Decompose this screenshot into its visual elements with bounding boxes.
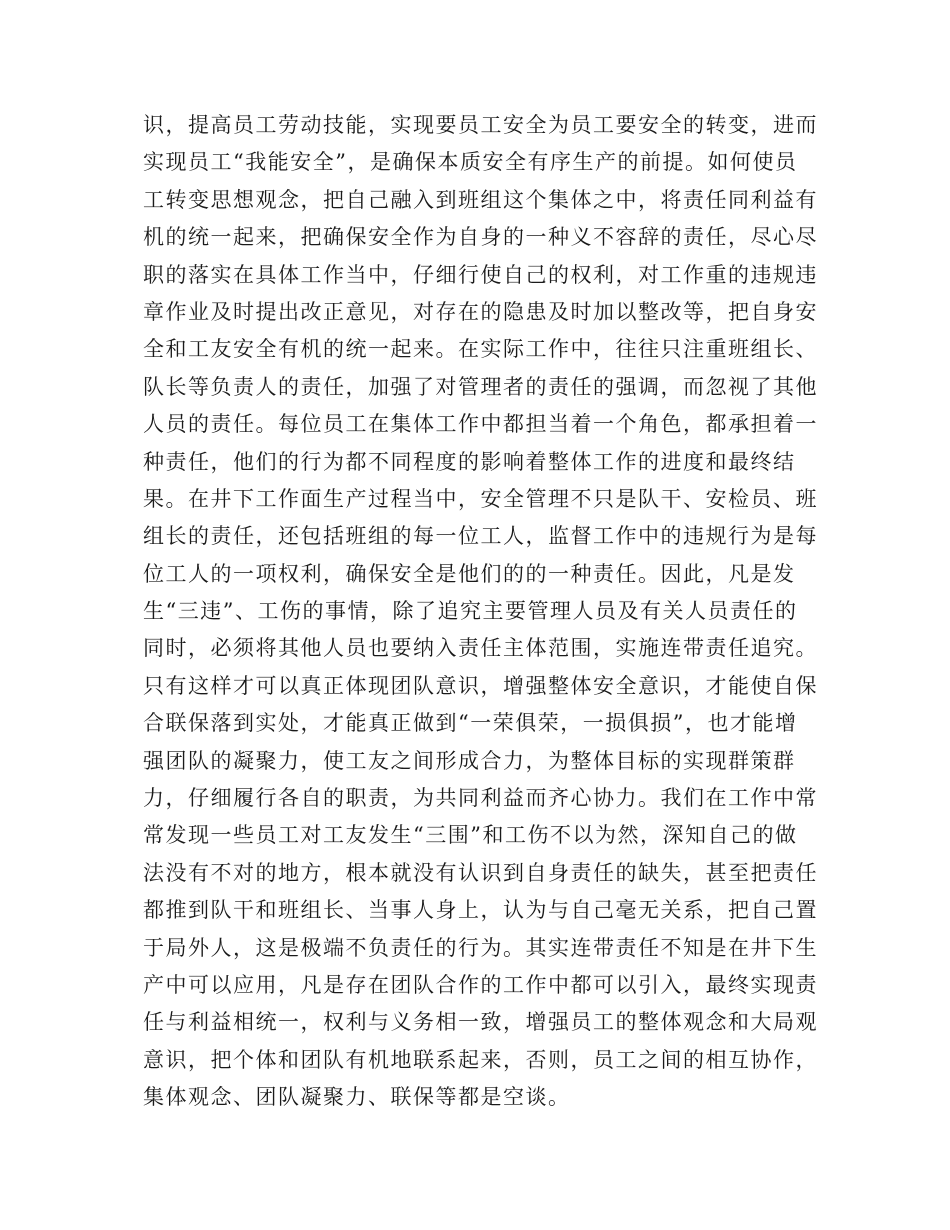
text-line: 实现员工“我能安全”，是确保本质安全有序生产的前提。如何使员 [143,150,798,175]
text-line: 集体观念、团队凝聚力、联保等都是空谈。 [143,1085,571,1110]
document-body-text [143,107,818,1117]
text-line: 果。在井下工作面生产过程当中，安全管理不只是队干、安检员、班 [143,486,818,511]
text-line: 强团队的凝聚力，使工友之间形成合力，为整体目标的实现群策群 [143,748,796,773]
text-line: 任与利益相统一，权利与义务相一致，增强员工的整体观念和大局观 [143,1010,818,1035]
text-line: 只有这样才可以真正体现团队意识，增强整体安全意识，才能使自保 [143,673,818,698]
text-line: 意识，把个体和团队有机地联系起来，否则，员工之间的相互协作， [143,1047,818,1072]
text-line: 机的统一起来，把确保安全作为自身的一种义不容辞的责任，尽心尽 [143,225,818,250]
text-line: 力，仔细履行各自的职责，为共同利益而齐心协力。我们在工作中常 [143,786,818,811]
text-line: 队长等负责人的责任，加强了对管理者的责任的强调，而忽视了其他 [143,374,818,399]
text-line: 同时，必须将其他人员也要纳入责任主体范围，实施连带责任追究。 [143,636,818,661]
text-line: 于局外人，这是极端不负责任的行为。其实连带责任不知是在井下生 [143,935,818,960]
text-line: 生“三违”、工伤的事情，除了追究主要管理人员及有关人员责任的 [143,599,798,624]
text-line: 识，提高员工劳动技能，实现要员工安全为员工要安全的转变，进而 [143,113,818,137]
text-line: 位工人的一项权利，确保安全是他们的的一种责任。因此，凡是发 [143,561,796,586]
text-line: 组长的责任，还包括班组的每一位工人，监督工作中的违规行为是每 [143,524,818,549]
text-line: 都推到队干和班组长、当事人身上，认为与自己毫无关系，把自己置 [143,898,818,923]
text-line: 产中可以应用，凡是存在团队合作的工作中都可以引入，最终实现责 [143,972,818,997]
text-line: 工转变思想观念，把自己融入到班组这个集体之中，将责任同利益有 [143,187,818,212]
text-line: 法没有不对的地方，根本就没有认识到自身责任的缺失，甚至把责任 [143,860,818,885]
text-line: 全和工友安全有机的统一起来。在实际工作中，往往只注重班组长、 [143,337,818,362]
text-line: 合联保落到实处，才能真正做到“一荣俱荣，一损俱损”，也才能增 [143,711,798,736]
text-line: 种责任，他们的行为都不同程度的影响着整体工作的进度和最终结 [143,449,796,474]
text-line: 职的落实在具体工作当中，仔细行使自己的权利，对工作重的违规违 [143,262,818,287]
text-line: 人员的责任。每位员工在集体工作中都担当着一个角色，都承担着一 [143,412,818,437]
text-line: 章作业及时提出改正意见，对存在的隐患及时加以整改等，把自身安 [143,299,818,324]
text-line: 常发现一些员工对工友发生“三围”和工伤不以为然，深知自己的做 [143,823,798,848]
